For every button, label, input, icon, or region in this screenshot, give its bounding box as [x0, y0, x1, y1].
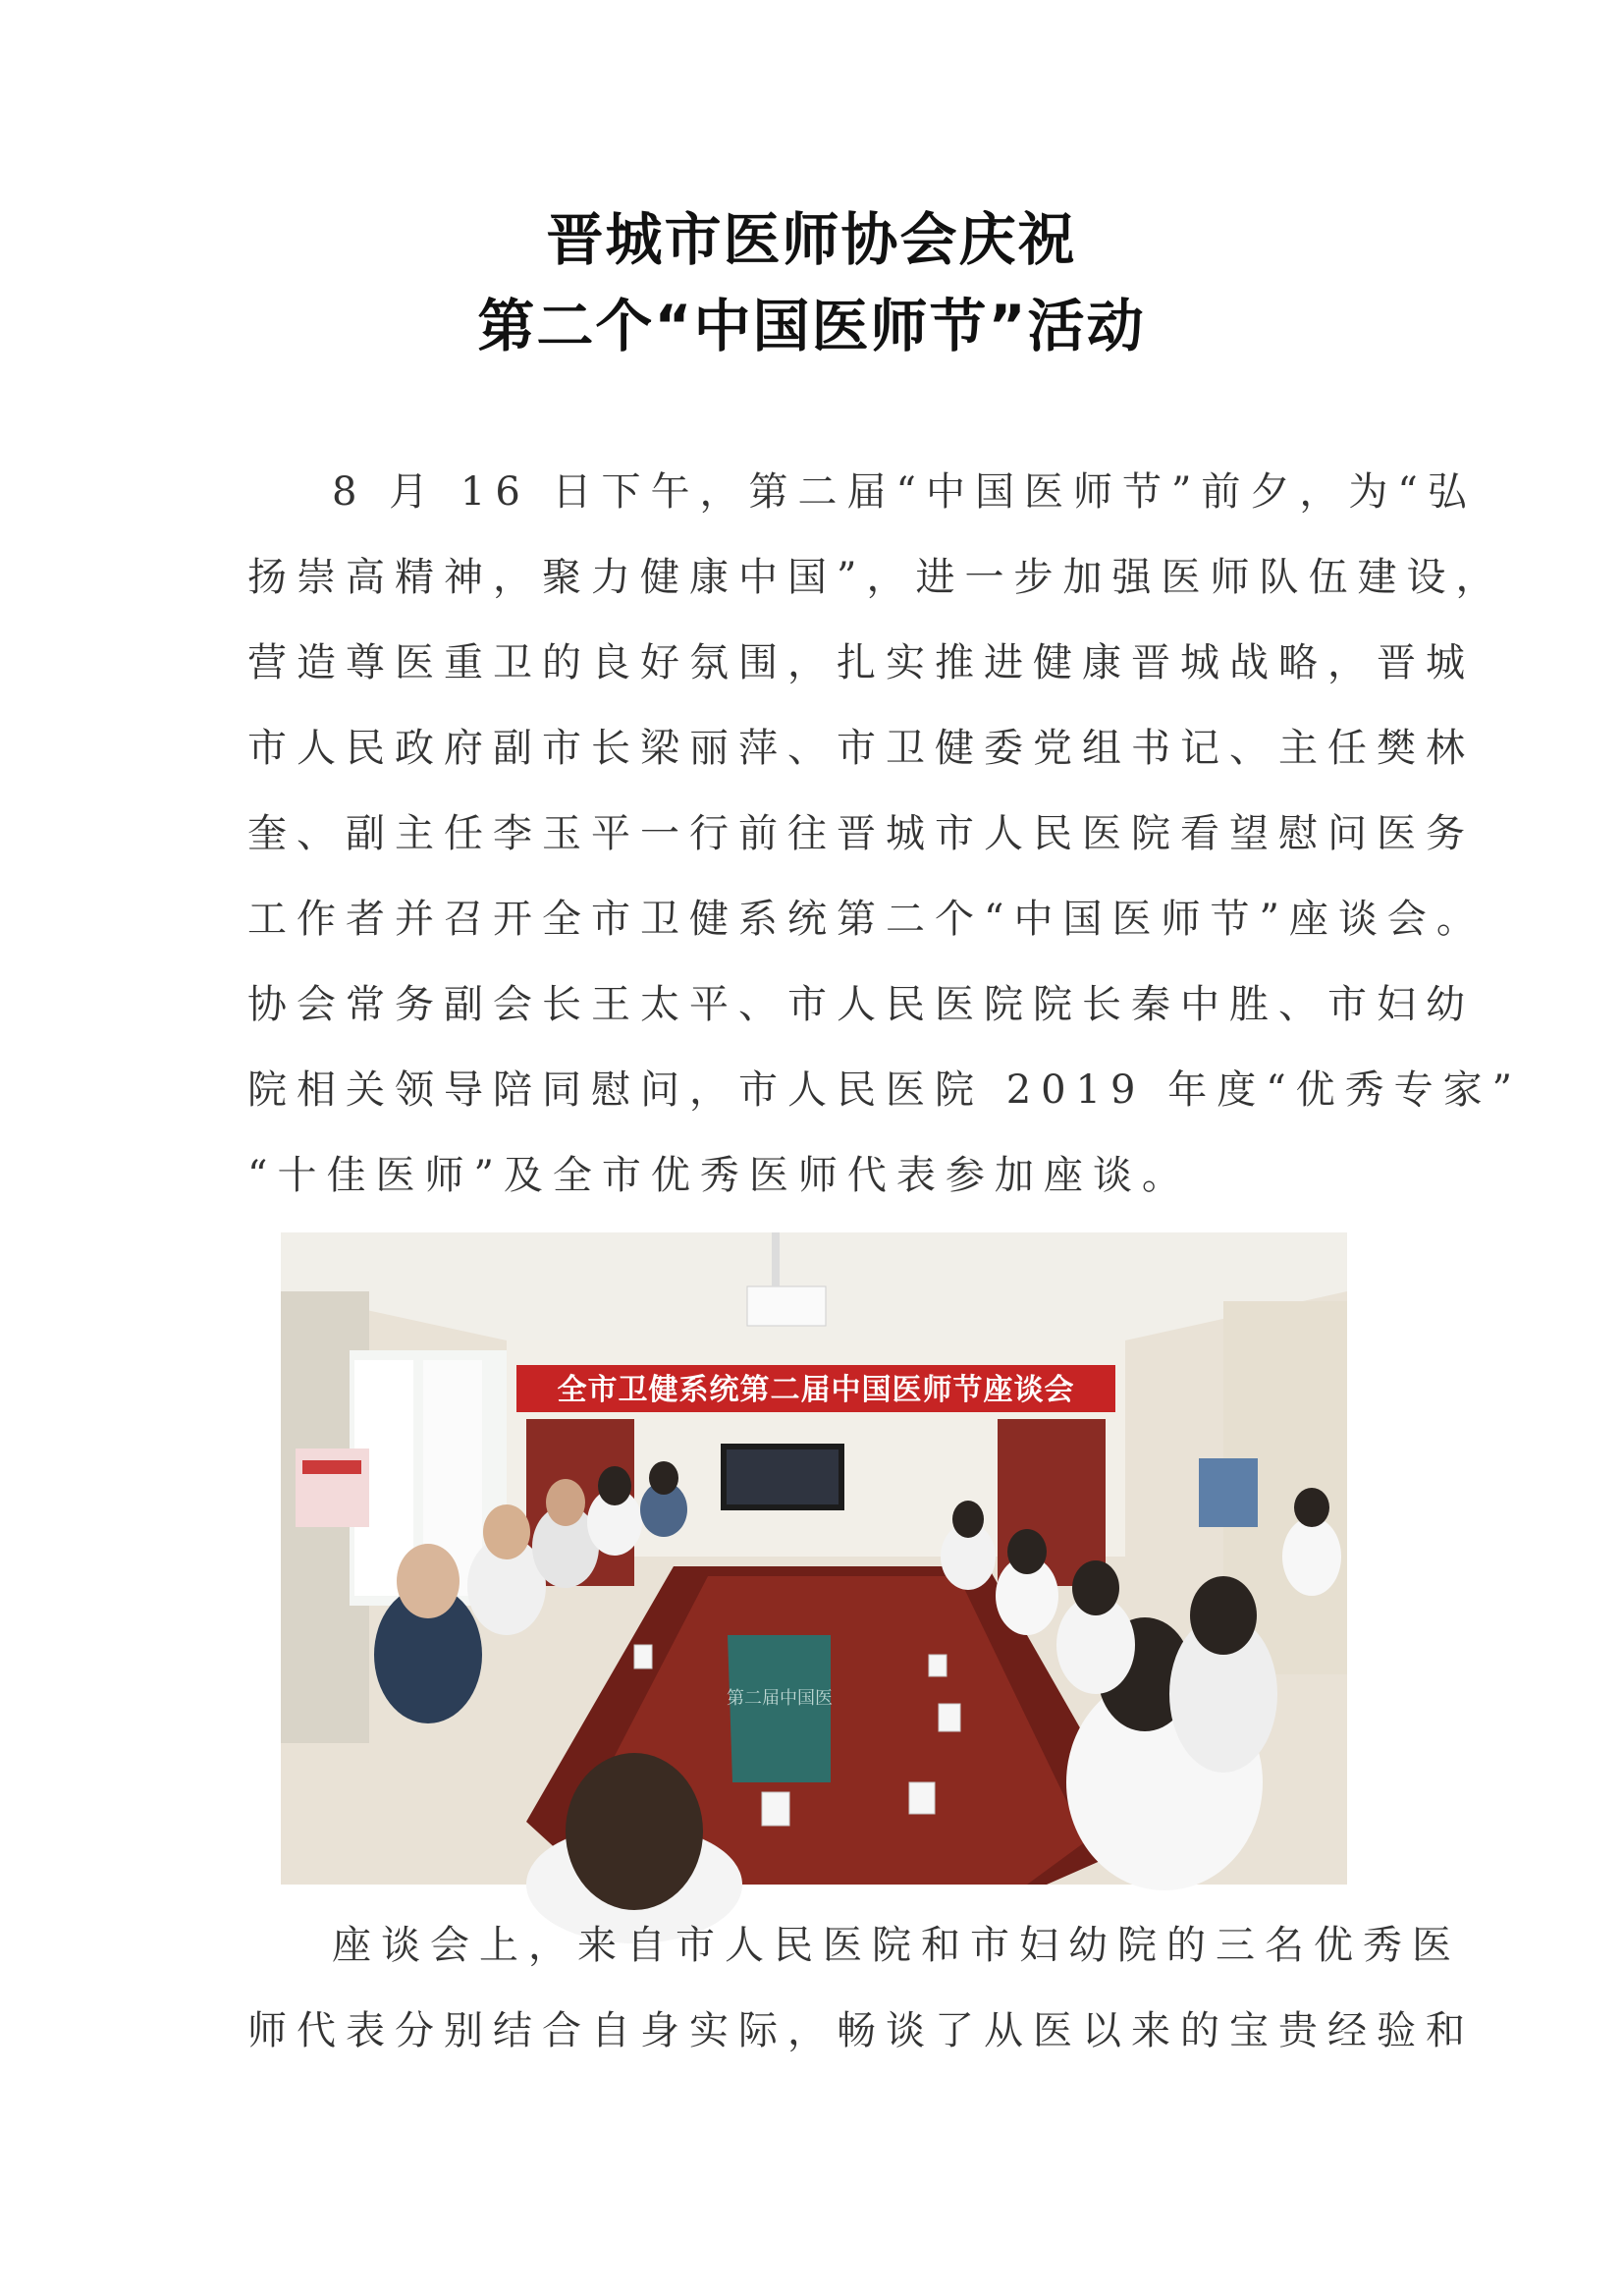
table-center-text: 第二届中国医	[727, 1688, 833, 1709]
paragraph-line: 协会常务副会长王太平、市人民医院院长秦中胜、市妇幼	[247, 982, 1475, 1027]
paragraph-line: 师代表分别结合自身实际，畅谈了从医以来的宝贵经验和	[247, 2008, 1475, 2053]
paragraph-line: 扬崇高精神，聚力健康中国”，进一步加强医师队伍建设，	[247, 555, 1505, 600]
paragraph-line: “十佳医师”及全市优秀医师代表参加座谈。	[247, 1153, 1191, 1198]
paragraph-line: 奎、副主任李玉平一行前往晋城市人民医院看望慰问医务	[247, 811, 1475, 856]
paragraph-line: 8 月 16 日下午，第二届“中国医师节”前夕，为“弘	[332, 469, 1477, 515]
paragraph-line: 院相关领导陪同慰问，市人民医院 2019 年度“优秀专家”	[247, 1067, 1523, 1113]
paragraph-line: 座谈会上，来自市人民医院和市妇幼院的三名优秀医	[332, 1923, 1461, 1968]
paragraph-1	[247, 450, 1523, 1219]
paragraph-line: 市人民政府副市长梁丽萍、市卫健委党组书记、主任樊林	[247, 726, 1475, 771]
banner-text: 全市卫健系统第二届中国医师节座谈会	[557, 1373, 1075, 1407]
paragraph-line: 营造尊医重卫的良好氛围，扎实推进健康晋城战略，晋城	[247, 640, 1475, 685]
meeting-photo	[281, 1232, 1347, 1885]
title-line-2: 第二个“中国医师节”活动	[477, 293, 1146, 359]
title-line-1: 晋城市医师协会庆祝	[546, 206, 1077, 273]
paragraph-line: 工作者并召开全市卫健系统第二个“中国医师节”座谈会。	[247, 897, 1486, 942]
paragraph-2	[247, 1903, 1475, 2074]
document-title	[0, 196, 1623, 369]
